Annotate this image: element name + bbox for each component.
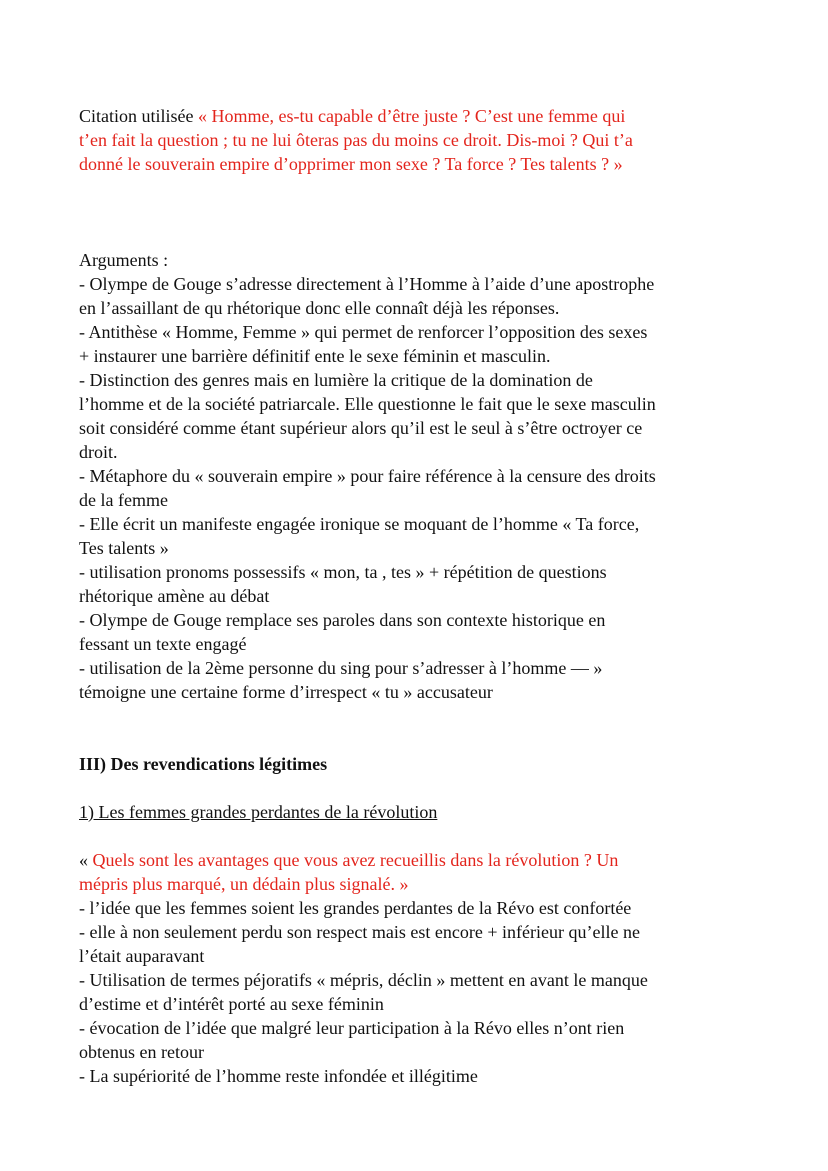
section3-item: - La supériorité de l’homme reste infondée et illégitime xyxy=(79,1066,478,1086)
section3-item: - elle à non seulement perdu son respect mais est encore + inférieur qu’elle ne l’était auparavant xyxy=(79,922,640,966)
argument-item: - Elle écrit un manifeste engagée ironique se moquant de l’homme « Ta force, Tes talents » xyxy=(79,514,640,558)
section3-item: - Utilisation de termes péjoratifs « mépris, déclin » mettent en avant le manque d’estime et d’intérêt porté au sexe féminin xyxy=(79,970,648,1014)
argument-item: - Olympe de Gouge s’adresse directement à l’Homme à l’aide d’une apostrophe en l’assaillant de qu rhétorique donc elle connaît déjà les réponses. xyxy=(79,274,655,318)
citation-paragraph xyxy=(79,104,769,176)
subheading-text: 1) Les femmes grandes perdantes de la révolution xyxy=(79,802,438,822)
citation-label: Citation utilisée xyxy=(79,106,198,126)
section3-item: - évocation de l’idée que malgré leur participation à la Révo elles n’ont rien obtenus en retour xyxy=(79,1018,625,1062)
argument-item: - utilisation de la 2ème personne du sing pour s’adresser à l’homme — » témoigne une certaine forme d’irrespect « tu » accusateur xyxy=(79,658,603,702)
citation-quote: « Homme, es-tu capable d’être juste ? C’est une femme qui t’en fait la question ; tu ne lui ôteras pas du moins ce droit. Dis-moi ? Qui t’a donné le souverain empire d’opprimer mon sexe ? Ta force ? Tes talents ? » xyxy=(79,106,633,174)
quote-open: « xyxy=(79,850,93,870)
section3-item: - l’idée que les femmes soient les grandes perdantes de la Révo est confortée xyxy=(79,898,632,918)
revolution-quote xyxy=(79,848,769,896)
argument-item: - utilisation pronoms possessifs « mon, ta , tes » + répétition de questions rhétorique amène au débat xyxy=(79,562,607,606)
revolution-quote-text: Quels sont les avantages que vous avez recueillis dans la révolution ? Un mépris plus marqué, un dédain plus signalé. » xyxy=(79,850,619,894)
argument-item: - Métaphore du « souverain empire » pour faire référence à la censure des droits de la femme xyxy=(79,466,656,510)
section-subheading xyxy=(79,800,769,824)
section3-body xyxy=(79,848,769,1088)
arguments-title: Arguments : xyxy=(79,250,169,270)
section-heading: III) Des revendications légitimes xyxy=(79,754,328,774)
argument-item: - Olympe de Gouge remplace ses paroles dans son contexte historique en fessant un texte engagé xyxy=(79,610,606,654)
argument-item: - Antithèse « Homme, Femme » qui permet de renforcer l’opposition des sexes + instaurer une barrière définitif ente le sexe féminin et masculin. xyxy=(79,322,648,366)
arguments-section xyxy=(79,248,769,704)
argument-item: - Distinction des genres mais en lumière la critique de la domination de l’homme et de la société patriarcale. Elle questionne le fait que le sexe masculin soit considéré comme étant supérieur alors qu’il est le seul à s’être octroyer ce droit. xyxy=(79,370,656,462)
